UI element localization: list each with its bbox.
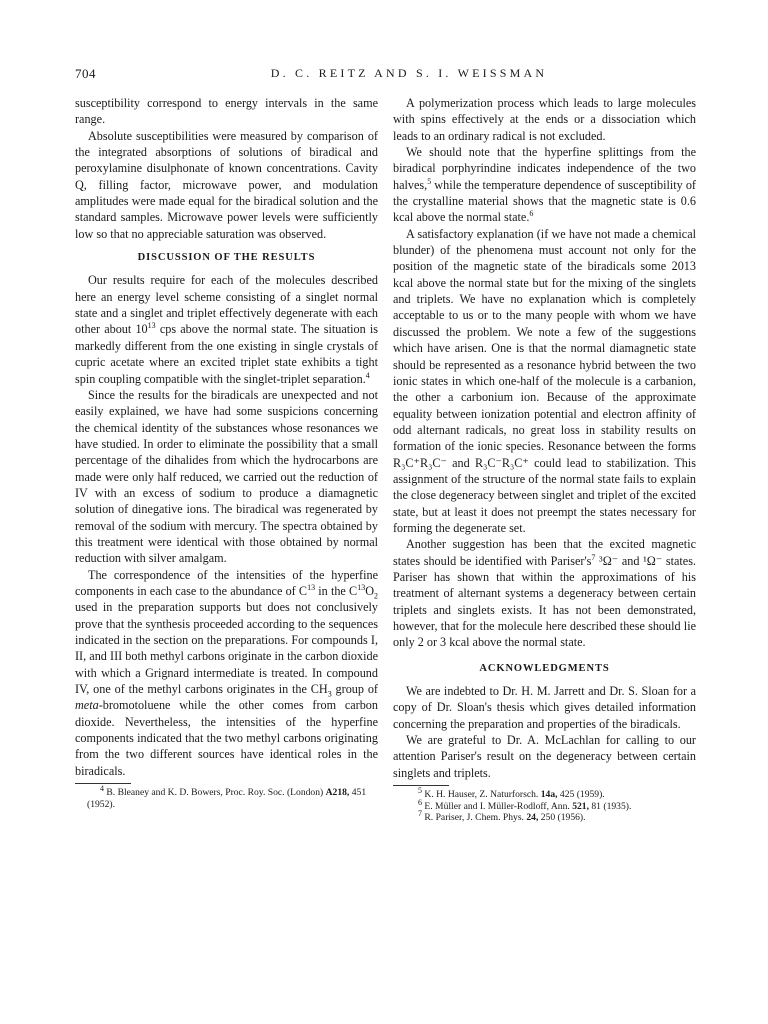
left-column: [75, 95, 378, 810]
paragraph: Absolute susceptibilities were measured by comparison of the integrated absorptions of solutions of biradical and peroxylamine disulphonate of known concentrations. Cavity Q, filling factor, microwave power, and modulation amplitudes were made equal for the biradical solution and the standard samples. Microwave power levels were sufficiently low so that no appreciable saturation was observed.: [75, 128, 378, 241]
footnote-ref: 4: [365, 370, 370, 380]
footnote-ref: 6: [529, 209, 534, 219]
paragraph: We are indebted to Dr. H. M. Jarrett and Dr. S. Sloan for a copy of Dr. Sloan's thesis which gives detailed information concerning the preparation and properties of the biradicals.: [393, 684, 696, 731]
paragraph: Our results require for each of the molecules described here an energy level scheme consisting of a singlet normal state and a singlet and triplet effectively degenerate with each other about $10^{13}$ cps above the normal state. The situation is markedly different from the one existing in single crystals of cupric acetate where an excited triplet state exhibits a tight spin coupling compatible with the singlet-triplet separation.$^4$: [75, 273, 378, 386]
paragraph: A satisfactory explanation (if we have not made a chemical blunder) of the phenomena must account not only for the position of the magnetic state of the biradicals some 2013 kcal above the normal state but for the mixing of the singlets and triplets. We have no explanation which is completely acceptable to us or to the many people with whom we have discussed the problem. We note a few of the suggestions which have arisen. One is that the normal diamagnetic state should be represented as a resonance hybrid between the two ionic states in which one-half of the molecule is a carbanion, the other a carbonium ion. Because of the approximate equality between ionization potential and electron affinity of odd alternant radicals, no great loss in stability results on formation of the ionic species. Resonance between the forms R₃C⁺R₃C⁻ and R₃C⁻R₃C⁺ could lead to stabilization. This assignment of the structure of the normal state fails to explain the close degeneracy between singlet and triplet of the excited state, but at least it does not preempt the states necessary for forming the degenerate set.: [393, 226, 696, 535]
footnote-ref: 7: [591, 552, 596, 562]
right-column: [393, 95, 696, 823]
footnote-4: $^4$ B. Bleaney and K. D. Bowers, Proc. Roy. Soc. (London) A218, 451 (1952).: [87, 783, 367, 810]
paragraph: We are grateful to Dr. A. McLachlan for calling to our attention Pariser's result on the degeneracy between certain singlets and triplets.: [393, 733, 696, 780]
footnote-5: $^5$ K. H. Hauser, Z. Naturforsch. 14a, 425 (1959).: [418, 785, 605, 801]
paragraph: Since the results for the biradicals are unexpected and not easily explained, we have had some suspicions concerning the chemical identity of the substances whose resonances we have studied. In order to eliminate the possibility that a small percentage of the dihalides from which the hydrocarbons are made were only half reduced, we carried out the reduction of IV with an excess of sodium to produce a diamagnetic solution of dinegative ions. The biradical was regenerated by removal of the sodium with mercury. The spectra obtained by this treatment were identical with those obtained by normal reduction with silver amalgam.: [75, 387, 378, 566]
section-heading-acknowledgments: ACKNOWLEDGMENTS: [479, 662, 610, 674]
paragraph: A polymerization process which leads to large molecules with spins effectively at the ends or a dissociation which leads to an ordinary radical is not excluded.: [393, 96, 696, 143]
page-number: 704: [75, 66, 96, 81]
footnote-ref: 5: [427, 176, 432, 186]
footnote-7: $^7$ R. Pariser, J. Chem. Phys. 24, 250 (1956).: [418, 808, 586, 823]
paragraph: Another suggestion has been that the excited magnetic states should be identified with $Pariser's^7$ ³Ω⁻ and ¹Ω⁻ states. Pariser has shown that within the approximations of his treatment of alternant systems a degeneracy between certain triplets and singlets exists. It has not been demonstrated, however, that for the molecule here described these should lie only 2 or 3 kcal above the normal state.: [393, 537, 696, 650]
paragraph: We should note that the hyperfine splittings from the biradical porphyrindine indicates independence of the two halves,$^5$ while the temperature dependence of susceptibility of the crystalline material shows that the magnetic state is 0.6 kcal above the normal state.$^6$: [393, 145, 696, 225]
paragraph: susceptibility correspond to energy intervals in the same range.: [75, 96, 378, 127]
paragraph: The correspondence of the intensities of the hyperfine components in each case to the abundance of $C^{13}$ in the $C^{13}O_2$ used in the preparation supports but does not conclusively prove that the synthesis proceeded according to the sequences indicated in the section on the preparations. For compounds I, II, and III both methyl carbons originate in the carbon dioxide with which a Grignard intermediate is treated. In compound IV, one of the methyl carbons originates in the $CH_3$ group of meta-bromotoluene while the other comes from carbon dioxide. Nevertheless, the intensities of the hyperfine components indicated that the two methyl carbons originating from the two different sources have identical roles in the biradicals.: [75, 567, 378, 778]
footnote-6: $^6$ E. Müller and I. Müller-Rodloff, Ann. 521, 81 (1935).: [418, 797, 632, 812]
running-head-authors: D. C. REITZ AND S. I. WEISSMAN: [270, 66, 548, 80]
section-heading-discussion: DISCUSSION OF THE RESULTS: [137, 252, 316, 264]
